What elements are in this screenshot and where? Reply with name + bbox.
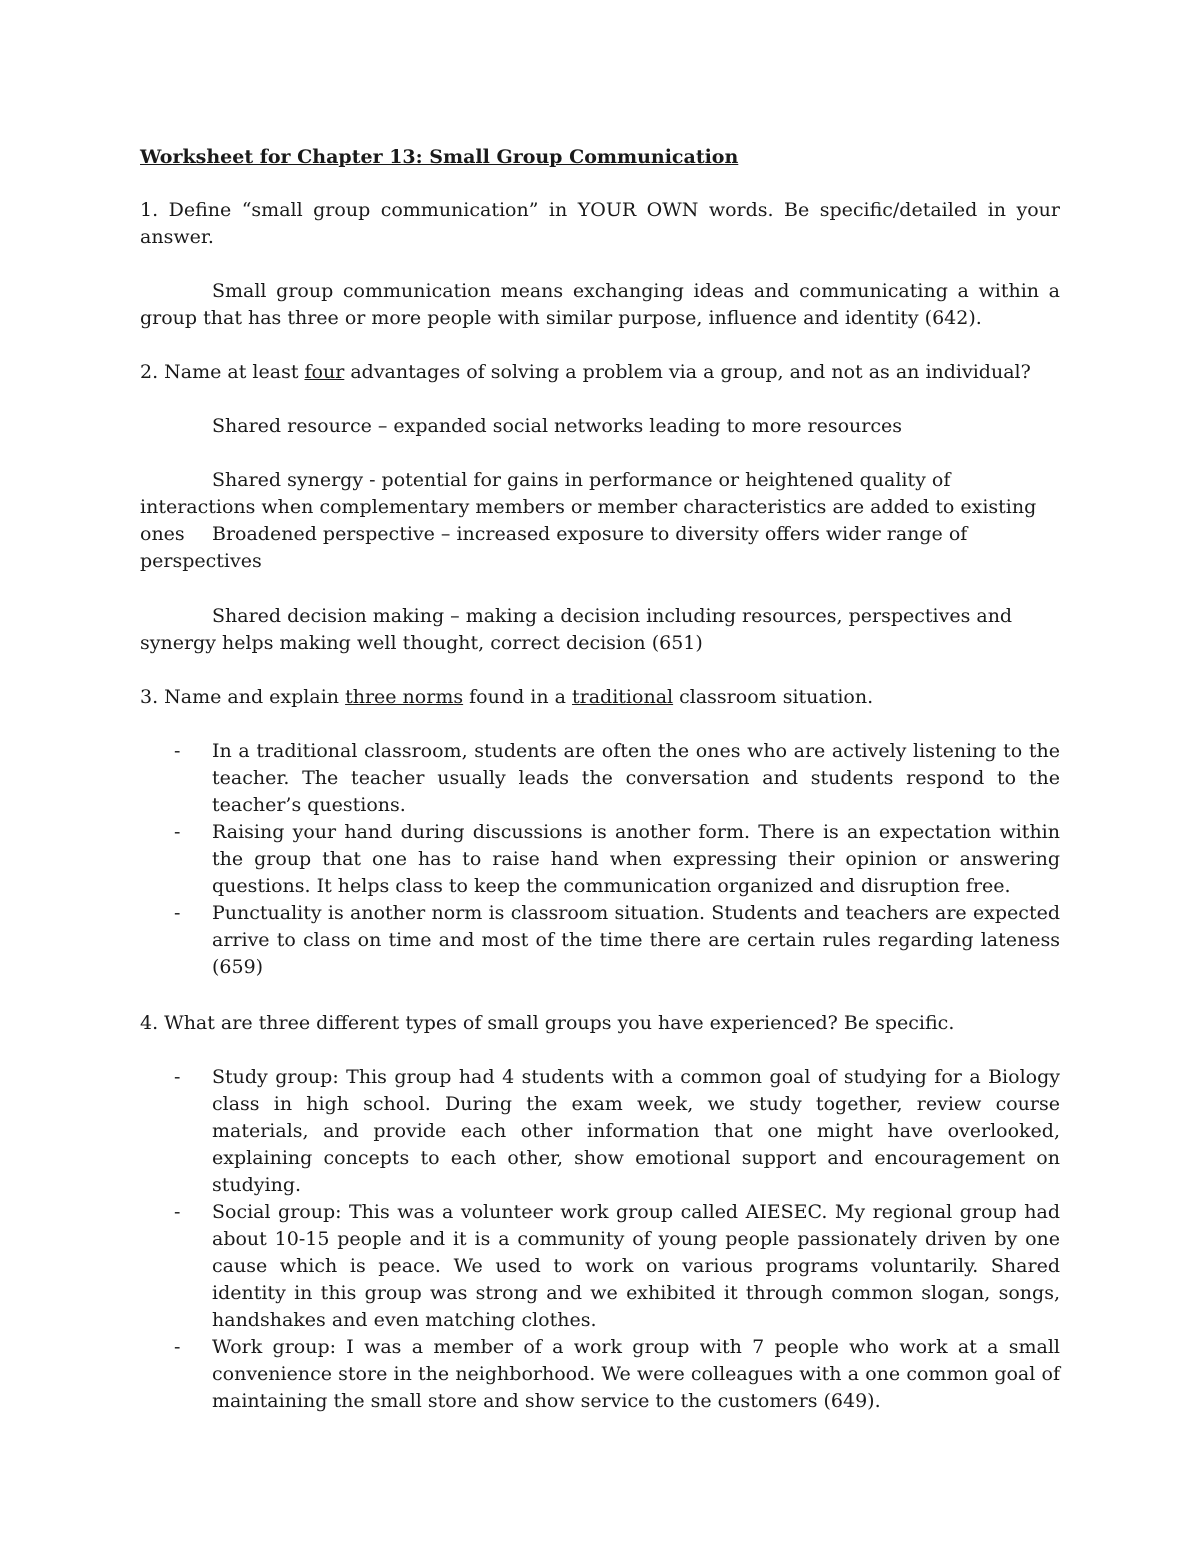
question-2-text-pre: 2. Name at least bbox=[140, 361, 305, 383]
answer-2-shared-resource: Shared resource – expanded social networks leading to more resources bbox=[212, 415, 902, 437]
answer-2-broadened-perspective: Broadened perspective – increased exposure to diversity offers wider range of perspectives bbox=[140, 523, 968, 572]
answer-1: Small group communication means exchanging ideas and communicating a within a group that has three or more people with similar purpose, influence and identity (642). bbox=[140, 280, 1060, 329]
worksheet-title: Worksheet for Chapter 13: Small Group Communication bbox=[140, 146, 739, 168]
question-3-text-pre: 3. Name and explain bbox=[140, 686, 346, 708]
bullet-dash: - bbox=[174, 821, 181, 843]
bullet-dash: - bbox=[174, 902, 181, 924]
question-3-text-mid: found in a bbox=[463, 686, 573, 708]
list-item: - In a traditional classroom, students are often the ones who are actively listening to the teacher. The teacher usually leads the conversation and students respond to the teacher’s questions. bbox=[174, 740, 1060, 816]
bullet-dash: - bbox=[174, 1336, 181, 1358]
question-3 bbox=[140, 684, 1060, 711]
list-item: - Raising your hand during discussions is another form. There is an expectation within the group that one has to raise hand when expressing their opinion or answering questions. It helps class to keep the communication organized and disruption free. bbox=[174, 821, 1060, 897]
question-4: 4. What are three different types of small groups you have experienced? Be specific. bbox=[140, 1012, 955, 1034]
list-item: - Social group: This was a volunteer work group called AIESEC. My regional group had about 10-15 people and it is a community of young people passionately driven by one cause which is peace. We used to work on various programs voluntarily. Shared identity in this group was strong and we exhibited it through common slogan, songs, handshakes and even matching clothes. bbox=[174, 1201, 1060, 1331]
question-2-text-post: advantages of solving a problem via a group, and not as an individual? bbox=[344, 361, 1031, 383]
bullet-dash: - bbox=[174, 1201, 181, 1223]
list-item: - Punctuality is another norm is classroom situation. Students and teachers are expected arrive to class on time and most of the time there are certain rules regarding lateness (659) bbox=[174, 902, 1060, 978]
bullet-dash: - bbox=[174, 740, 181, 762]
list-item: - Work group: I was a member of a work group with 7 people who work at a small convenience store in the neighborhood. We were colleagues with a one common goal of maintaining the small store and show service to the customers (649). bbox=[174, 1336, 1060, 1412]
question-3-underlined-traditional: traditional bbox=[572, 686, 674, 708]
answer-3-list bbox=[140, 738, 1060, 981]
question-3-text-post: classroom situation. bbox=[673, 686, 874, 708]
question-2-underlined-four: four bbox=[304, 361, 345, 383]
bullet-dash: - bbox=[174, 1066, 181, 1088]
question-3-underlined-three-norms: three norms bbox=[345, 686, 464, 708]
answer-2-shared-decision-making: Shared decision making – making a decision including resources, perspectives and synergy helps making well thought, correct decision (651) bbox=[140, 605, 1013, 654]
answer-2-shared-synergy: Shared synergy - potential for gains in performance or heightened quality of interactions when complementary members or member characteristics are added to existing ones bbox=[140, 469, 1037, 545]
question-2 bbox=[140, 359, 1060, 386]
question-1: 1. Define “small group communication” in YOUR OWN words. Be specific/detailed in your answer. bbox=[140, 199, 1060, 248]
list-item: - Study group: This group had 4 students with a common goal of studying for a Biology class in high school. During the exam week, we study together, review course materials, and provide each other information that one might have overlooked, explaining concepts to each other, show emotional support and encouragement on studying. bbox=[174, 1066, 1060, 1196]
answer-4-list bbox=[140, 1064, 1060, 1415]
